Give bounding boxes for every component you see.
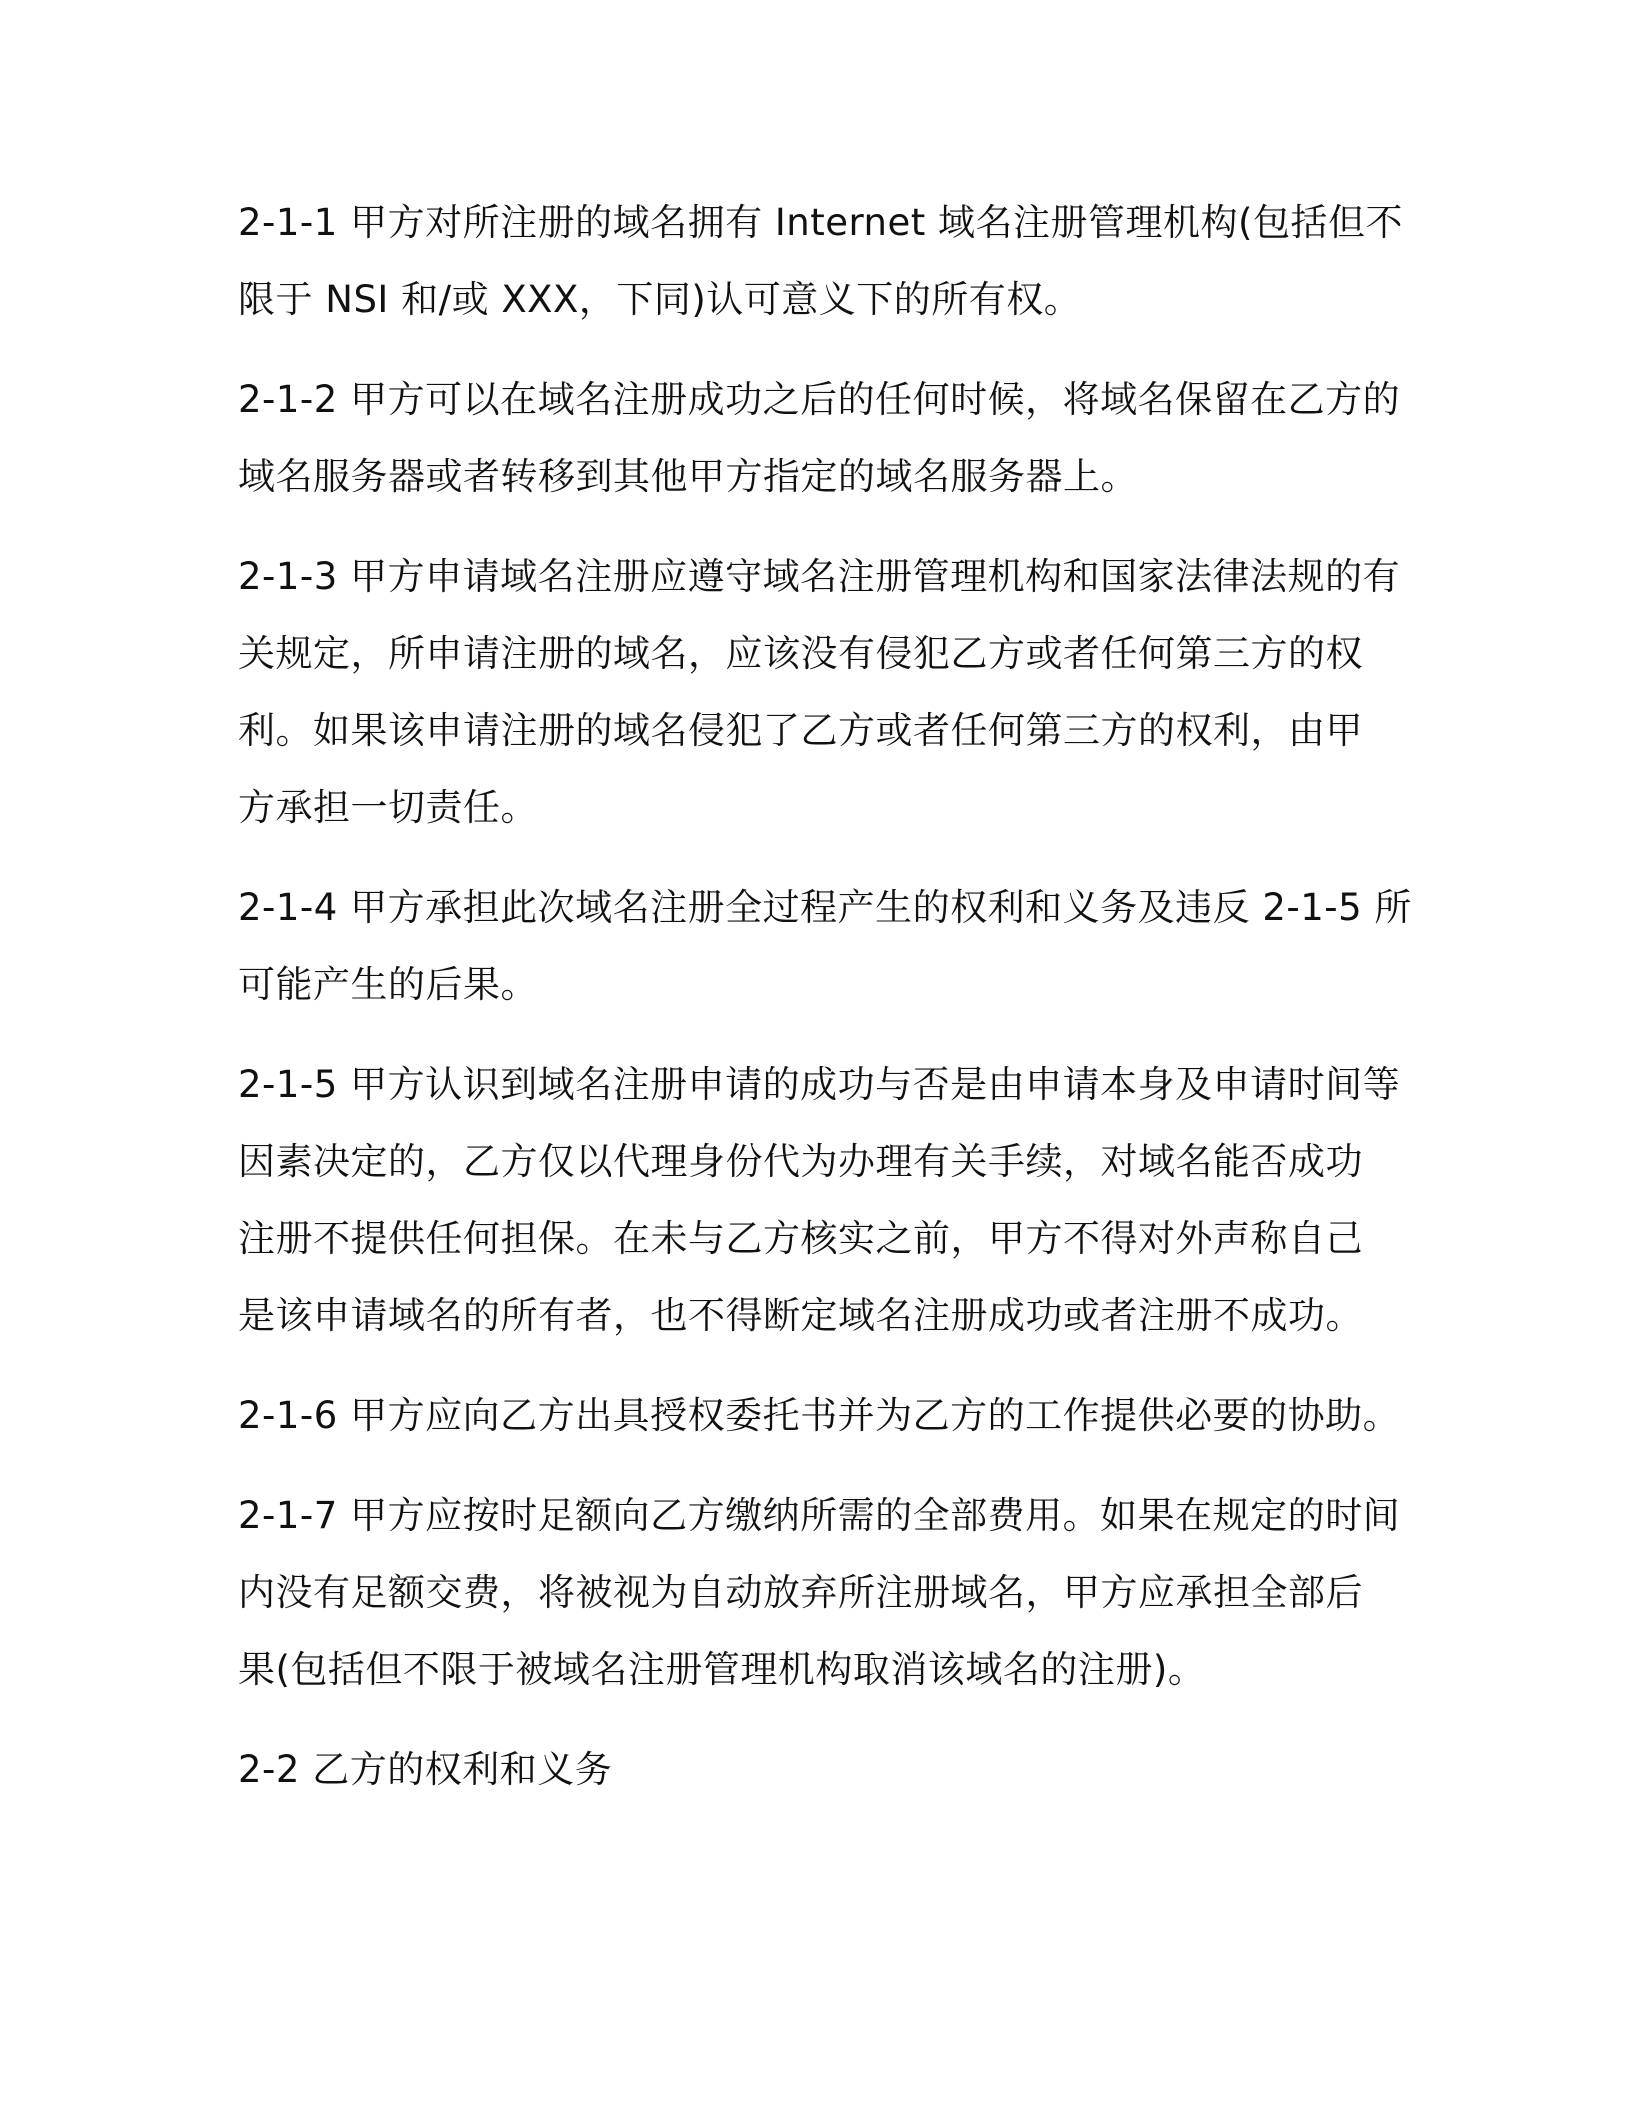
text-line: 方承担一切责任。 [238, 786, 538, 829]
text-line: 注册不提供任何担保。在未与乙方核实之前，甲方不得对外声称自己 [238, 1217, 1363, 1260]
text-line: 2-2 乙方的权利和义务 [238, 1748, 613, 1791]
text-line: 内没有足额交费，将被视为自动放弃所注册域名，甲方应承担全部后 [238, 1571, 1363, 1614]
clause-2-1-7 [238, 1477, 1401, 1708]
text-line: 利。如果该申请注册的域名侵犯了乙方或者任何第三方的权利，由甲 [238, 709, 1363, 752]
text-line: 是该申请域名的所有者，也不得断定域名注册成功或者注册不成功。 [238, 1294, 1363, 1337]
text-line: 2-1-7 甲方应按时足额向乙方缴纳所需的全部费用。如果在规定的时间 [238, 1494, 1401, 1537]
text-line: 2-1-2 甲方可以在域名注册成功之后的任何时候，将域名保留在乙方的 [238, 378, 1401, 421]
text-line: 限于 NSI 和/或 XXX，下同)认可意义下的所有权。 [238, 278, 1082, 321]
section-heading-2-2 [238, 1731, 1386, 1808]
text-line: 可能产生的后果。 [238, 963, 538, 1006]
text-line: 关规定，所申请注册的域名，应该没有侵犯乙方或者任何第三方的权 [238, 632, 1363, 675]
clause-2-1-6 [238, 1377, 1401, 1454]
clause-2-1-3 [238, 538, 1401, 846]
text-line: 2-1-6 甲方应向乙方出具授权委托书并为乙方的工作提供必要的协助。 [238, 1394, 1401, 1437]
clause-2-1-5 [238, 1046, 1401, 1354]
text-line: 果(包括但不限于被域名注册管理机构取消该域名的注册)。 [238, 1648, 1206, 1691]
text-line: 2-1-4 甲方承担此次域名注册全过程产生的权利和义务及违反 2-1-5 所 [238, 886, 1412, 929]
clause-2-1-1 [238, 184, 1403, 338]
clause-2-1-4 [238, 869, 1412, 1023]
text-line: 因素决定的，乙方仅以代理身份代为办理有关手续，对域名能否成功 [238, 1140, 1363, 1183]
text-line: 2-1-1 甲方对所注册的域名拥有 Internet 域名注册管理机构(包括但不 [238, 201, 1403, 244]
text-line: 域名服务器或者转移到其他甲方指定的域名服务器上。 [238, 455, 1138, 498]
text-line: 2-1-3 甲方申请域名注册应遵守域名注册管理机构和国家法律法规的有 [238, 555, 1401, 598]
clause-2-1-2 [238, 361, 1401, 515]
text-line: 2-1-5 甲方认识到域名注册申请的成功与否是由申请本身及申请时间等 [238, 1063, 1401, 1106]
document-body [238, 184, 1412, 1831]
